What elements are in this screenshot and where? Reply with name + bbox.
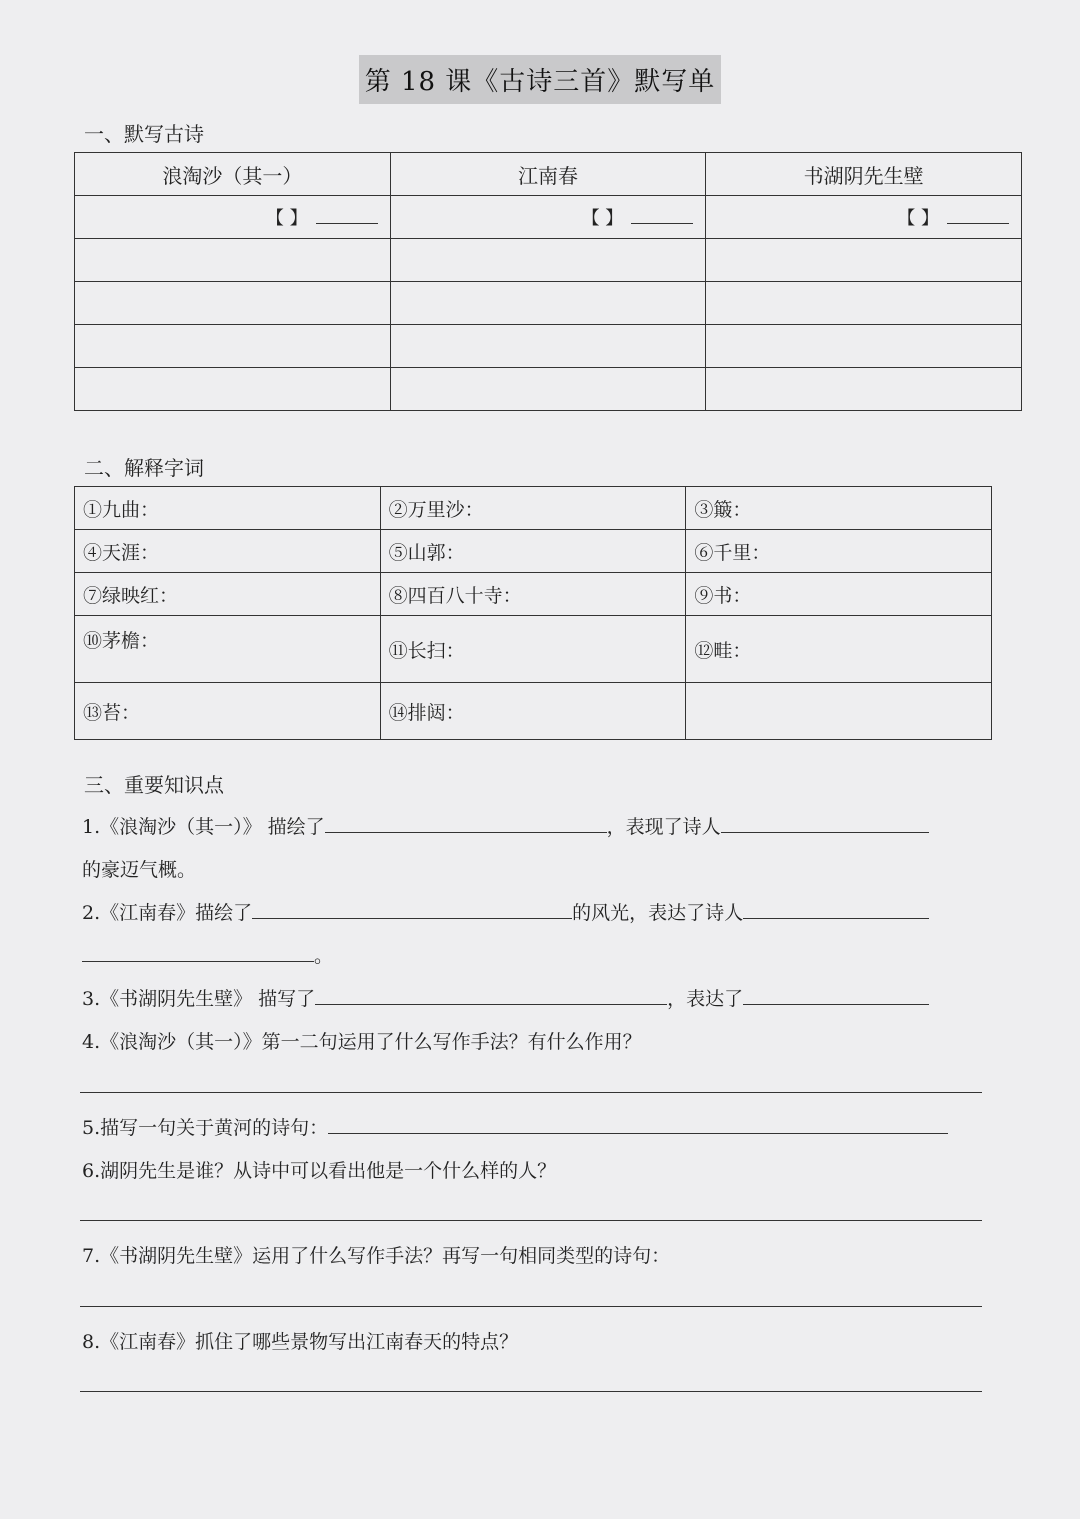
- poem-line-cell[interactable]: [390, 368, 706, 411]
- author-blank[interactable]: [316, 209, 378, 224]
- word-cell[interactable]: ⑫畦：: [686, 616, 992, 683]
- word-cell[interactable]: ④天涯：: [75, 530, 381, 573]
- q4-answer-line[interactable]: [80, 1092, 982, 1093]
- question-3: [82, 984, 929, 1011]
- dynasty-bracket: 【 】: [265, 208, 308, 229]
- poem-line-cell[interactable]: [390, 325, 706, 368]
- word-cell[interactable]: ①九曲：: [75, 487, 381, 530]
- section2-heading: 二、解释字词: [84, 456, 204, 480]
- poem-line-cell[interactable]: [390, 239, 706, 282]
- poem-line-cell[interactable]: [706, 368, 1022, 411]
- word-cell[interactable]: ⑥千里：: [686, 530, 992, 573]
- question-4: 4.《浪淘沙（其一）》第一二句运用了什么写作手法？有什么作用？: [82, 1031, 642, 1053]
- q7-answer-line[interactable]: [80, 1306, 982, 1307]
- q3-text-a: 3.《书湖阴先生壁》 描写了: [82, 988, 316, 1010]
- q1-text-b: ，表现了诗人: [606, 816, 721, 838]
- poem-line-cell[interactable]: [390, 282, 706, 325]
- q6-answer-line[interactable]: [80, 1220, 982, 1221]
- q2-blank-3[interactable]: [82, 943, 314, 962]
- word-cell[interactable]: ⑦绿映红：: [75, 573, 381, 616]
- word-cell[interactable]: ⑬苔：: [75, 683, 381, 740]
- poem-line-cell[interactable]: [706, 239, 1022, 282]
- poem-line-cell[interactable]: [706, 325, 1022, 368]
- q3-text-b: ，表达了: [667, 988, 744, 1010]
- author-blank[interactable]: [947, 209, 1009, 224]
- author-cell-3[interactable]: [706, 196, 1022, 239]
- section1-heading: 一、默写古诗: [84, 122, 204, 146]
- q5-text: 5.描写一句关于黄河的诗句：: [82, 1117, 329, 1139]
- word-cell[interactable]: ⑧四百八十寺：: [380, 573, 686, 616]
- page-title: 第 18 课《古诗三首》默写单: [359, 55, 722, 104]
- q2-text-b: 的风光，表达了诗人: [572, 902, 744, 924]
- author-cell-1[interactable]: [75, 196, 391, 239]
- poem-line-cell[interactable]: [75, 325, 391, 368]
- question-5: [82, 1113, 948, 1140]
- word-cell[interactable]: ⑤山郭：: [380, 530, 686, 573]
- q1-blank-1[interactable]: [325, 814, 607, 833]
- poem-line-cell[interactable]: [75, 282, 391, 325]
- question-1-cont: 的豪迈气概。: [82, 859, 197, 881]
- poem-line-cell[interactable]: [706, 282, 1022, 325]
- author-cell-2[interactable]: [390, 196, 706, 239]
- q3-blank-1[interactable]: [315, 986, 667, 1005]
- word-cell[interactable]: ⑩茅檐：: [75, 616, 381, 683]
- poem-header-1: 浪淘沙（其一）: [75, 153, 391, 196]
- word-cell[interactable]: ③簸：: [686, 487, 992, 530]
- word-explanation-table: [74, 486, 992, 740]
- q1-text-a: 1.《浪淘沙（其一）》 描绘了: [82, 816, 325, 838]
- q2-blank-2[interactable]: [743, 900, 929, 919]
- q5-blank[interactable]: [328, 1115, 948, 1134]
- dynasty-bracket: 【 】: [897, 208, 939, 229]
- author-blank[interactable]: [631, 209, 693, 224]
- section3-heading: 三、重要知识点: [84, 773, 224, 797]
- word-cell-empty: [686, 683, 992, 740]
- q2-text-a: 2.《江南春》描绘了: [82, 902, 253, 924]
- word-cell[interactable]: ②万里沙：: [380, 487, 686, 530]
- poem-line-cell[interactable]: [75, 368, 391, 411]
- poem-dictation-table: [74, 152, 1022, 411]
- q1-blank-2[interactable]: [721, 814, 929, 833]
- q2-blank-1[interactable]: [252, 900, 572, 919]
- q2-text-c: 。: [314, 945, 334, 967]
- question-8: 8.《江南春》抓住了哪些景物写出江南春天的特点？: [82, 1331, 519, 1353]
- title-wrap: [0, 55, 1080, 104]
- poem-line-cell[interactable]: [75, 239, 391, 282]
- poem-header-3: 书湖阴先生壁: [706, 153, 1022, 196]
- question-2: [82, 898, 929, 925]
- poem-header-2: 江南春: [390, 153, 706, 196]
- question-7: 7.《书湖阴先生壁》运用了什么写作手法？再写一句相同类型的诗句：: [82, 1245, 671, 1267]
- word-cell[interactable]: ⑨书：: [686, 573, 992, 616]
- q3-blank-2[interactable]: [743, 986, 929, 1005]
- word-cell[interactable]: ⑪长扫：: [380, 616, 686, 683]
- q8-answer-line[interactable]: [80, 1391, 982, 1392]
- dynasty-bracket: 【 】: [581, 208, 624, 229]
- question-1: [82, 812, 929, 839]
- question-2-cont: [82, 941, 333, 968]
- question-6: 6.湖阴先生是谁？从诗中可以看出他是一个什么样的人？: [82, 1160, 557, 1182]
- word-cell[interactable]: ⑭排闼：: [380, 683, 686, 740]
